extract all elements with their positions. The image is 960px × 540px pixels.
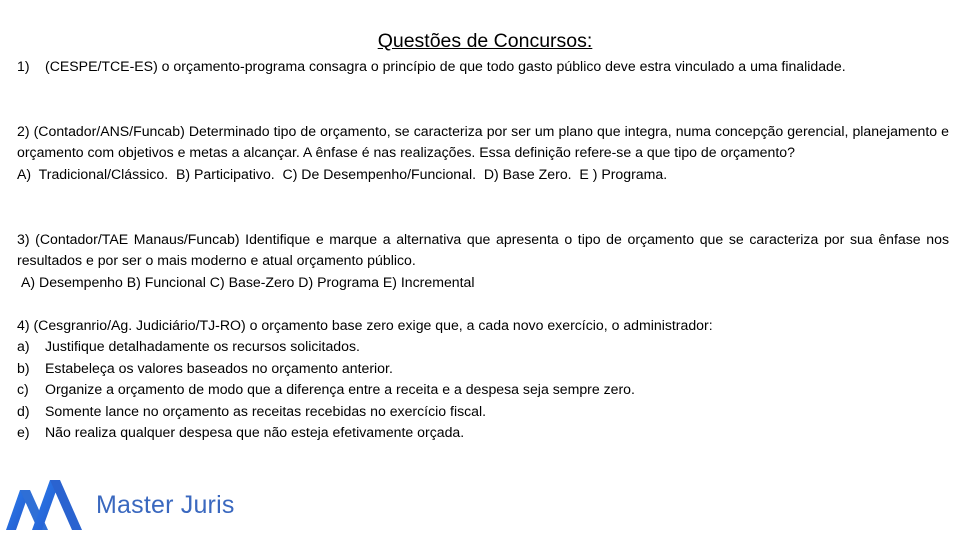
option-letter: b) — [17, 359, 30, 376]
question-4-option-b — [17, 358, 949, 379]
question-2-text: 2) (Contador/ANS/Funcab) Determinado tipo de orçamento, se caracteriza por ser um plano que integra, numa concepção gerencial, planejamento e orçamento com objetivos e metas a alcançar. A ênfase é nas realizações. Essa definição refere-se a que tipo de orçamento? — [17, 123, 949, 161]
question-3 — [17, 229, 949, 293]
question-3-options: A) Desempenho B) Funcional C) Base-Zero D) Programa E) Incremental — [21, 273, 475, 290]
option-text: Não realiza qualquer despesa que não esteja efetivamente orçada. — [45, 424, 465, 441]
question-2-options: A) Tradicional/Clássico. B) Participativo. C) De Desempenho/Funcional. D) Base Zero. E ) Programa. — [17, 165, 668, 182]
option-letter: d) — [17, 402, 30, 419]
question-4-option-c — [17, 379, 949, 400]
option-letter: c) — [17, 381, 29, 398]
question-4 — [17, 315, 949, 443]
question-1-text: (CESPE/TCE-ES) o orçamento-programa consagra o princípio de que todo gasto público deve estra vinculado a uma finalidade. — [45, 58, 846, 74]
question-4-option-a — [17, 336, 949, 357]
option-letter: a) — [17, 338, 30, 355]
option-text: Estabeleça os valores baseados no orçamento anterior. — [45, 359, 393, 376]
question-3-text: 3) (Contador/TAE Manaus/Funcab) Identifique e marque a alternativa que apresenta o tipo de orçamento que se caracteriza por sua ênfase nos resultados e por ser o mais moderno e atual orçamento público. — [17, 231, 949, 269]
option-letter: e) — [17, 424, 30, 441]
question-4-option-d — [17, 401, 949, 422]
question-1 — [17, 56, 949, 77]
question-2 — [17, 121, 949, 185]
question-1-number: 1) — [17, 58, 30, 74]
question-4-option-e — [17, 422, 949, 443]
master-juris-logo-icon — [6, 476, 84, 530]
page-title: Questões de Concursos: — [377, 30, 593, 52]
option-text: Justifique detalhadamente os recursos solicitados. — [45, 338, 360, 355]
brand-name: Master Juris — [96, 491, 235, 519]
question-4-text: 4) (Cesgranrio/Ag. Judiciário/TJ-RO) o orçamento base zero exige que, a cada novo exercício, o administrador: — [17, 317, 713, 333]
option-text: Somente lance no orçamento as receitas recebidas no exercício fiscal. — [45, 402, 487, 419]
option-text: Organize a orçamento de modo que a diferença entre a receita e a despesa seja sempre zero. — [45, 381, 635, 398]
